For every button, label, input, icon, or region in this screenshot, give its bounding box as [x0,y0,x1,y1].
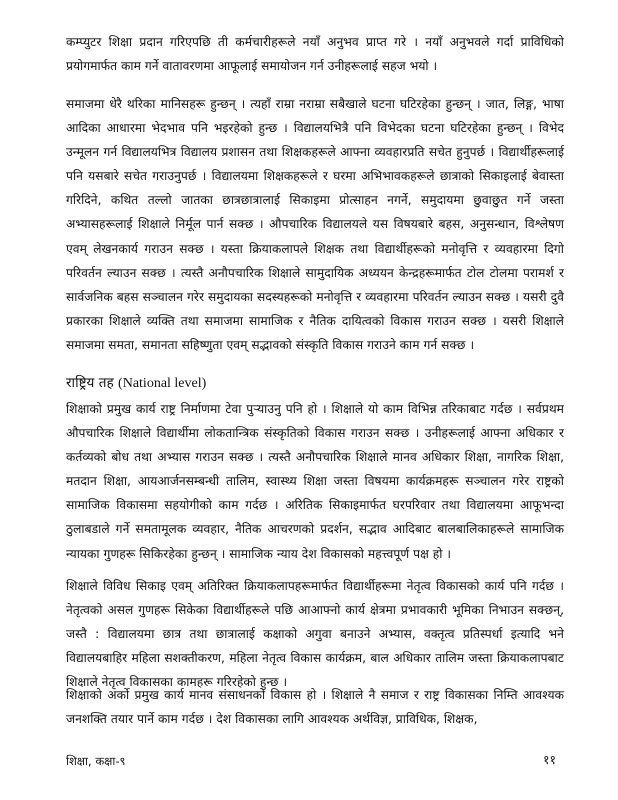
paragraph-1: कम्प्युटर शिक्षा प्रदान गरिएपछि ती कर्मचारीहरूले नयाँ अनुभव प्राप्त गरे । नयाँ अनुभवले गर्दा प्राविधिको प्रयोगमार्फत काम गर्ने वातावरणमा आफूलाई समायोजन गर्न उनीहरूलाई सहज भयो । [66,35,564,74]
section-heading-english: (National level) [118,376,207,391]
paragraph-4: शिक्षाले विविध सिकाइ एवम् अतिरिक्त क्रियाकलापहरूमार्फत विद्यार्थीहरूमा नेतृत्व विकासको कार्य पनि गर्दछ । नेतृत्वको असल गुणहरू सिकेका विद्यार्थीहरूले पछि आआफ्नो कार्य क्षेत्रमा प्रभावकारी भूमिका निभाउन सक्छन्, जस्तै : विद्यालयमा छात्र तथा छात्रालाई कक्षाको अगुवा बनाउने अभ्यास, वक्तृत्व प्रतिस्पर्धा इत्यादि भने विद्यालयबाहिर महिला सशक्तीकरण, महिला नेतृत्व विकास कार्यक्रम, बाल अधिकार तालिम जस्ता क्रियाकलापबाट शिक्षाले नेतृत्व विकासका कामहरू गरिरहेको हुन्छ । [66,579,564,690]
paragraph-5: शिक्षाको अर्को प्रमुख कार्य मानव संसाधनको विकास हो । शिक्षाले नै समाज र राष्ट्र विकासका निम्ति आवश्यक जनशक्ति तयार पार्ने काम गर्दछ । देश विकासका लागि आवश्यक अर्थविज्ञ, प्राविधिक, शिक्षक, [66,688,564,727]
footer-page-number: ११ [542,752,556,767]
section-heading-national-level [66,374,206,393]
section-heading-nepali: राष्ट्रिय तह [66,375,114,391]
footer-book-title: शिक्षा, कक्षा-९ [66,754,126,768]
paragraph-3: शिक्षाको प्रमुख कार्य राष्ट्र निर्माणमा टेवा पुऱ्याउनु पनि हो । शिक्षाले यो काम विभिन्न तरिकाबाट गर्दछ । सर्वप्रथम औपचारिक शिक्षाले विद्यार्थीमा लोकतान्त्रिक संस्कृतिको विकास गराउन सक्छ । उनीहरूलाई आफ्ना अधिकार र कर्तव्यको बोध तथा अभ्यास गराउन सक्छ । त्यस्तै अनौपचारिक शिक्षाले मानव अधिकार शिक्षा, नागरिक शिक्षा, मतदान शिक्षा, आयआर्जनसम्बन्धी तालिम, स्वास्थ्य शिक्षा जस्ता विषयमा कार्यक्रमहरू सञ्चालन गरेर राष्ट्रको सामाजिक विकासमा सहयोगीको काम गर्दछ । अरितिक सिकाइमार्फत घरपरिवार तथा विद्यालयमा आफूभन्दा ठुलाबडाले गर्ने समतामूलक व्यवहार, नैतिक आचरणको प्रदर्शन, सद्भाव आदिबाट बालबालिकाहरूले सामाजिक न्यायका गुणहरू सिकिरहेका हुन्छन् । सामाजिक न्याय देश विकासको महत्त्वपूर्ण पक्ष हो । [66,402,564,561]
paragraph-2: समाजमा धेरै थरिका मानिसहरू हुन्छन् । त्यहाँ राम्रा नराम्रा सबैखाले घटना घटिरहेका हुन्छन् । जात, लिङ्ग, भाषा आदिका आधारमा भेदभाव पनि भइरहेको हुन्छ । विद्यालयभित्रै पनि विभेदका घटना घटिरहेका हुन्छन् । विभेद उन्मूलन गर्न विद्यालयभित्र विद्यालय प्रशासन तथा शिक्षकहरूले आफ्ना व्यवहारप्रति सचेत हुनुपर्छ । विद्यार्थीहरूलाई पनि यसबारे सचेत गराउनुपर्छ । विद्यालयमा शिक्षकहरूले र घरमा अभिभावकहरूले छात्राको सिकाइलाई बेवास्ता गरिदिने, कथित तल्लो जातका छात्रछात्रालाई सिकाइमा प्रोत्साहन नगर्ने, समुदायमा छुवाछुत गर्ने जस्ता अभ्यासहरूलाई शिक्षाले निर्मूल पार्न सक्छ । औपचारिक विद्यालयले यस विषयबारे बहस, अनुसन्धान, विश्लेषण एवम् लेखनकार्य गराउन सक्छ । यस्ता क्रियाकलापले शिक्षक तथा विद्यार्थीहरूको मनोवृत्ति र व्यवहारमा दिगो परिवर्तन ल्याउन सक्छ । त्यस्तै अनौपचारिक शिक्षाले सामुदायिक अध्ययन केन्द्रहरूमार्फत टोल टोलमा परामर्श र सार्वजनिक बहस सञ्चालन गरेर समुदायका सदस्यहरूको मनोवृत्ति र व्यवहारमा परिवर्तन ल्याउन सक्छ । यसरी दुवै प्रकारका शिक्षाले व्यक्ति तथा समाजमा सामाजिक र नैतिक दायित्वको विकास गराउन सक्छ । यसरी शिक्षाले समाजमा समता, समानता सहिष्णुता एवम् सद्भावको संस्कृति विकास गराउने काम गर्न सक्छ । [66,97,564,352]
